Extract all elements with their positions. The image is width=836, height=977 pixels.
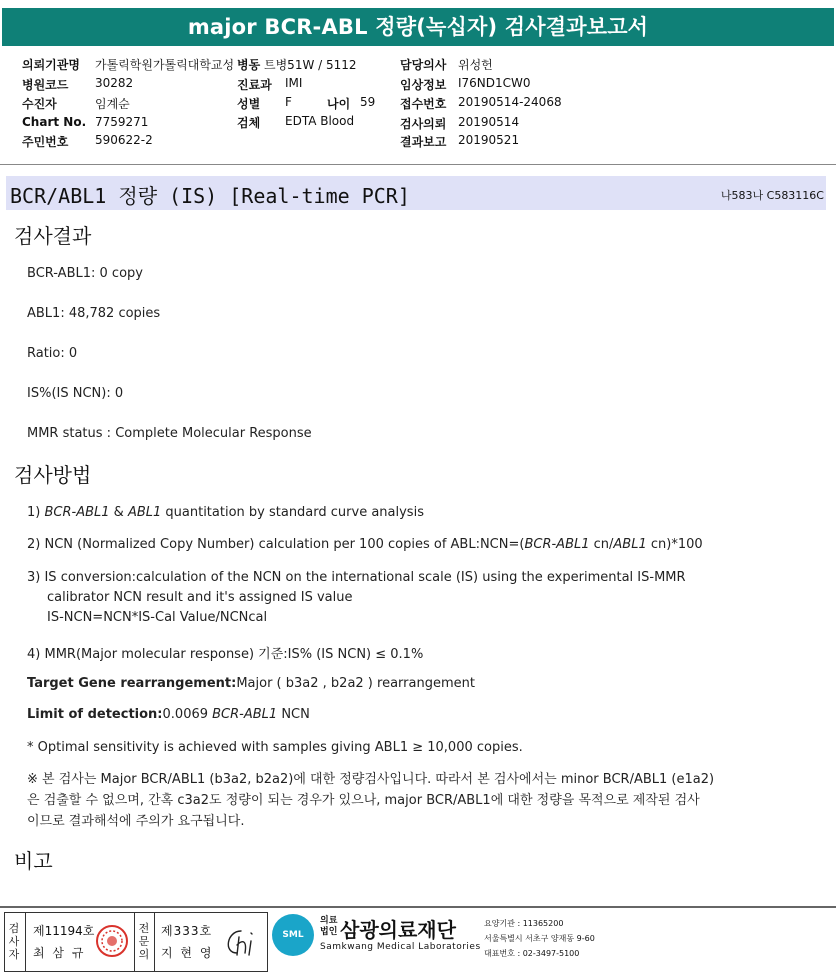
value: F (285, 95, 292, 109)
label: 결과보고 (400, 135, 447, 149)
divider (25, 913, 26, 971)
method-item-1 (27, 505, 424, 520)
value: 0.0069 (162, 707, 213, 722)
target-gene (27, 676, 475, 691)
label: 진료과 (237, 78, 272, 92)
value: 30282 (95, 76, 134, 90)
results-heading: 검사결과 (14, 224, 92, 248)
institution-no: 요양기관 : 11365200 (484, 919, 564, 928)
report-title: major BCR-ABL 정량(녹십자) 검사결과보고서 (2, 8, 834, 46)
method-item-3-line3: IS-NCN=NCN*IS-Cal Value/NCNcal (47, 610, 268, 625)
test-header (6, 176, 826, 210)
value: EDTA Blood (285, 114, 355, 128)
gene-name: ABL1 (127, 505, 162, 520)
result-line: IS%(IS NCN): 0 (27, 386, 124, 401)
value: Major ( b3a2 , b2a2 ) rearrangement (236, 676, 475, 691)
specialist-license: 제333호 (161, 924, 213, 938)
result-line: MMR status : Complete Molecular Response (27, 426, 312, 441)
divider (154, 913, 155, 971)
divider (0, 164, 836, 165)
result-line: BCR-ABL1: 0 copy (27, 266, 143, 281)
test-name: BCR/ABL1 정량 (IS) [Real-time PCR] (10, 184, 410, 208)
lab-name: 삼광의료재단 (340, 918, 456, 942)
tester-license: 제11194호 (33, 924, 95, 938)
text: cn)*100 (646, 537, 703, 552)
phone: 대표번호 : 02-3497-5100 (484, 949, 580, 958)
value: I76ND1CW0 (458, 76, 531, 90)
label: 주민번호 (22, 135, 69, 149)
label: 병원코드 (22, 78, 69, 92)
label: 담당의사 (400, 58, 447, 72)
label: Chart No. (22, 115, 87, 129)
gene-name: ABL1 (613, 537, 647, 552)
label: Target Gene rearrangement: (27, 676, 237, 691)
test-code: 나583나 C583116C (720, 189, 824, 202)
notice-line: 이므로 결과해석에 주의가 요구됩니다. (27, 814, 245, 829)
text: & (109, 505, 128, 520)
signature-box (4, 912, 268, 972)
method-item-2 (27, 537, 703, 552)
tester-label: 검사자 (8, 922, 20, 961)
value: 20190521 (458, 133, 520, 147)
result-line: Ratio: 0 (27, 346, 78, 361)
limit-of-detection (27, 707, 310, 722)
text: 2) NCN (Normalized Copy Number) calculation per 100 copies of ABL:NCN=( (27, 537, 525, 552)
label: 의뢰기관명 (22, 58, 80, 72)
label: Limit of detection: (27, 707, 163, 722)
tester-name: 최 삼 규 (33, 946, 86, 960)
org-type: 의료법인 (320, 916, 338, 937)
notice-line: ※ 본 검사는 Major BCR/ABL1 (b3a2, b2a2)에 대한 정량검사입니다. 따라서 본 검사에서는 minor BCR/ABL1 (e1a2) (27, 772, 715, 787)
gene-name: BCR-ABL1 (212, 707, 278, 722)
specialist-label: 전문의 (138, 922, 150, 961)
notice-line: 은 검출할 수 없으며, 간혹 c3a2도 정량이 되는 경우가 있으나, major BCR/ABL1에 대한 정량을 목적으로 제작된 검사 (27, 793, 700, 808)
label: 검체 (237, 116, 261, 130)
text: 1) (27, 505, 45, 520)
method-item-3-line1: 3) IS conversion:calculation of the NCN on the international scale (IS) using the experimental IS-MMR (27, 570, 686, 585)
value: 임계순 (95, 97, 130, 111)
value: 위성헌 (458, 58, 493, 72)
sml-logo-icon: SML (272, 914, 314, 956)
text: quantitation by standard curve analysis (161, 505, 424, 520)
sensitivity-note: * Optimal sensitivity is achieved with samples giving ABL1 ≥ 10,000 copies. (27, 740, 523, 755)
label: 병동 (237, 58, 261, 72)
value: 20190514-24068 (458, 95, 562, 109)
value: 7759271 (95, 115, 149, 129)
value: 59 (360, 95, 376, 109)
divider (134, 913, 135, 971)
gene-name: BCR-ABL1 (524, 537, 590, 552)
label: 성별 (237, 97, 261, 111)
value: IMI (285, 76, 303, 90)
text: cn/ (589, 537, 614, 552)
label: 임상정보 (400, 78, 447, 92)
method-item-4: 4) MMR(Major molecular response) 기준:IS% (IS NCN) ≤ 0.1% (27, 647, 424, 662)
seal-icon (95, 924, 129, 958)
label: 검사의뢰 (400, 117, 447, 131)
method-heading: 검사방법 (14, 463, 92, 487)
handwritten-signature (221, 923, 261, 961)
label: 수진자 (22, 97, 57, 111)
specialist-name: 지 현 영 (161, 946, 214, 960)
lab-details (484, 916, 595, 961)
value: 가톨릭학원가톨릭대학교성 (95, 58, 235, 72)
gene-name: BCR-ABL1 (44, 505, 110, 520)
value: 20190514 (458, 115, 520, 129)
remarks-heading: 비고 (14, 849, 53, 873)
label: 나이 (327, 97, 351, 111)
unit: NCN (277, 707, 310, 722)
result-line: ABL1: 48,782 copies (27, 306, 161, 321)
address: 서울특별시 서초구 양재동 9-60 (484, 934, 595, 943)
value: 트병51W / 5112 (264, 58, 357, 72)
value: 590622-2 (95, 133, 153, 147)
footer-divider (0, 906, 836, 908)
lab-name-en: Samkwang Medical Laboratories (320, 942, 481, 952)
label: 접수번호 (400, 97, 447, 111)
method-item-3-line2: calibrator NCN result and it's assigned IS value (47, 590, 353, 605)
